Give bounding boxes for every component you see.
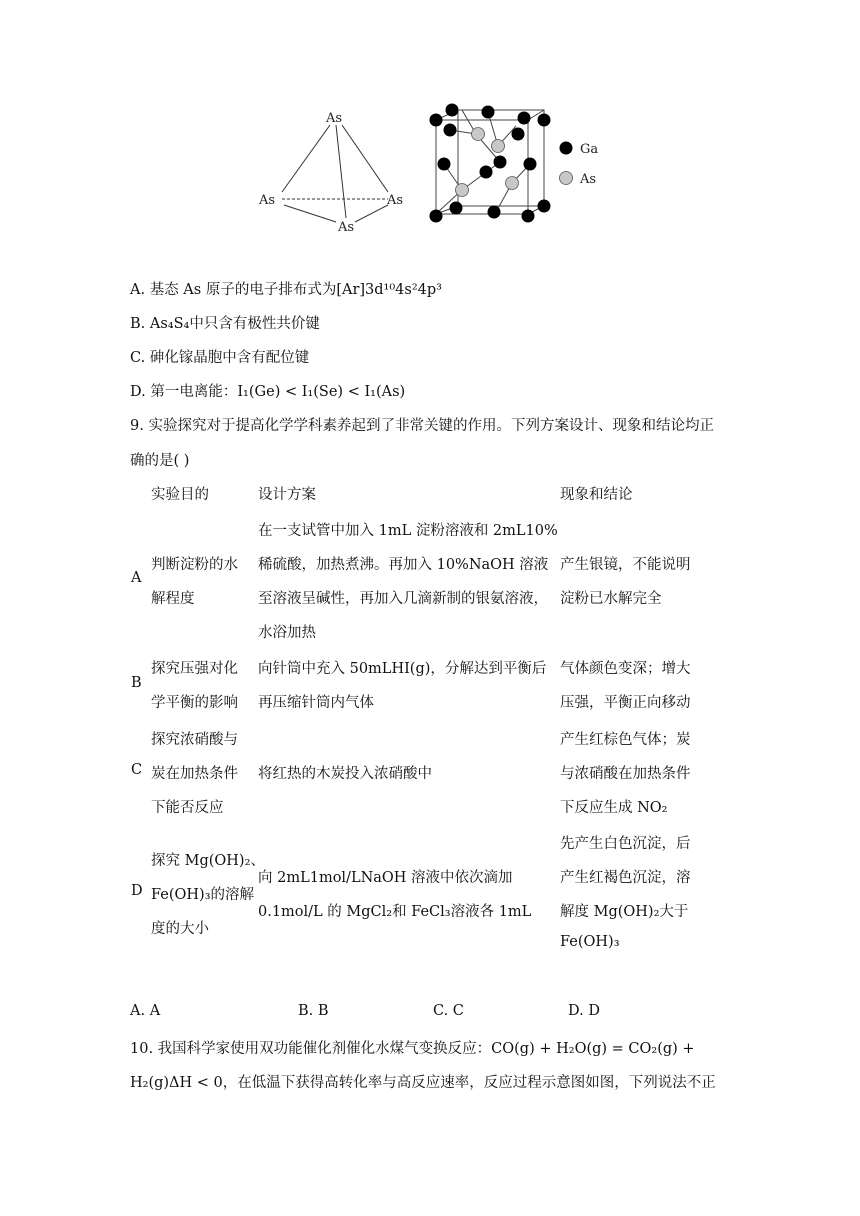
header-plan: 设计方案 (258, 487, 316, 503)
row-a-purpose: 判断淀粉的水 (151, 557, 238, 573)
row-a-result: 淀粉已水解完全 (560, 591, 662, 607)
row-a-plan: 稀硫酸，加热煮沸。再加入 10%NaOH 溶液 (258, 557, 549, 573)
header-result: 现象和结论 (560, 487, 633, 503)
row-d-purpose: 探究 Mg(OH)₂、 (151, 853, 265, 869)
q10-stem-line1: 10. 我国科学家使用双功能催化剂催化水煤气变换反应：CO(g) + H₂O(g) = CO₂(g) + (130, 1041, 695, 1057)
row-d-plan: 向 2mL1mol/LNaOH 溶液中依次滴加 (258, 870, 513, 886)
ga-legend-label: Ga (580, 142, 599, 157)
choice-c[interactable]: C. C (433, 1003, 464, 1019)
as-legend-marker (560, 172, 573, 185)
q8-option-a: A. 基态 As 原子的电子排布式为[Ar]3d¹⁰4s²4p³ (130, 282, 442, 298)
row-c-result: 产生红棕色气体；炭 (560, 732, 691, 748)
row-d-result: 解度 Mg(OH)₂大于 (560, 904, 689, 920)
row-b-purpose: 学平衡的影响 (151, 695, 238, 711)
row-a-plan: 在一支试管中加入 1mL 淀粉溶液和 2mL10% (258, 523, 558, 539)
row-b-result: 气体颜色变深；增大 (560, 661, 691, 677)
row-b-label: B (131, 675, 142, 691)
as4-tetrahedron (258, 111, 403, 235)
row-c-result: 与浓硝酸在加热条件 (560, 766, 691, 782)
atom-label-right: As (387, 193, 404, 208)
row-b-purpose: 探究压强对化 (151, 661, 238, 677)
row-c-purpose: 炭在加热条件 (151, 766, 238, 782)
row-a-plan: 水浴加热 (258, 625, 316, 641)
q8-option-b: B. As₄S₄中只含有极性共价键 (130, 316, 320, 332)
row-c-label: C (131, 762, 143, 778)
row-d-plan: 0.1mol/L 的 MgCl₂和 FeCl₃溶液各 1mL (258, 904, 532, 920)
row-b-plan: 再压缩针筒内气体 (258, 695, 374, 711)
as-legend-label: As (580, 172, 597, 187)
q9-stem-line2: 确的是( ) (130, 453, 190, 469)
choice-a[interactable]: A. A (130, 1003, 161, 1019)
row-a-purpose: 解程度 (151, 591, 195, 607)
row-d-result: Fe(OH)₃ (560, 934, 620, 950)
row-d-purpose: 度的大小 (151, 921, 209, 937)
gaas-atoms (430, 104, 551, 223)
q10-stem-line2: H₂(g)ΔH < 0，在低温下获得高转化率与高反应速率，反应过程示意图如图，下列说法不正 (130, 1075, 716, 1091)
row-b-result: 压强，平衡正向移动 (560, 695, 691, 711)
q9-stem-line1: 9. 实验探究对于提高化学学科素养起到了非常关键的作用。下列方案设计、现象和结论均正 (130, 418, 714, 434)
row-d-result: 产生红褐色沉淀，溶 (560, 870, 691, 886)
atom-label-left: As (259, 193, 276, 208)
row-d-label: D (131, 883, 143, 899)
figure-legend (560, 142, 599, 188)
q8-option-d: D. 第一电离能：I₁(Ge) < I₁(Se) < I₁(As) (130, 384, 406, 400)
row-c-purpose: 探究浓硝酸与 (151, 732, 238, 748)
atom-label-bottom: As (338, 220, 355, 235)
row-c-purpose: 下能否反应 (151, 800, 224, 816)
ga-legend-marker (560, 142, 573, 155)
row-a-plan: 至溶液呈碱性，再加入几滴新制的银氨溶液， (258, 591, 548, 607)
row-c-plan: 将红热的木炭投入浓硝酸中 (258, 766, 432, 782)
atom-label-top: As (326, 111, 343, 126)
row-a-label: A (131, 570, 142, 586)
choice-b[interactable]: B. B (298, 1003, 329, 1019)
header-purpose: 实验目的 (151, 487, 209, 503)
choice-d[interactable]: D. D (568, 1003, 600, 1019)
row-a-result: 产生银镜，不能说明 (560, 557, 691, 573)
row-c-result: 下反应生成 NO₂ (560, 800, 668, 816)
row-b-plan: 向针筒中充入 50mLHI(g)，分解达到平衡后 (258, 661, 547, 677)
structure-figure (0, 0, 860, 250)
row-d-purpose: Fe(OH)₃的溶解 (151, 887, 255, 903)
row-d-result: 先产生白色沉淀，后 (560, 836, 691, 852)
q8-option-c: C. 砷化镓晶胞中含有配位键 (130, 350, 310, 366)
